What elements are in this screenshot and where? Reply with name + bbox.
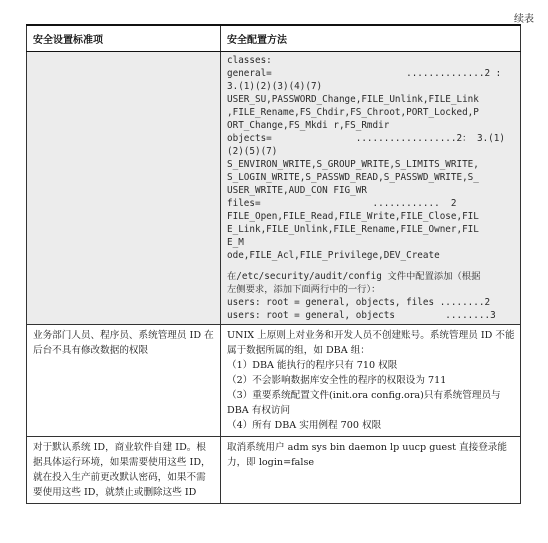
table-row	[27, 52, 521, 325]
header-standard-item: 安全设置标准项	[27, 25, 221, 52]
code-line: FILE_Open,FILE_Read,FILE_Write,FILE_Close,FIL	[227, 211, 479, 222]
row3-standard-cell: 对于默认系统 ID，商业软件自建 ID。根据具体运行环境，如果需要使用这些 ID，就在投入生产前更改默认密码，如果不需要使用这些 ID，就禁止或删除这些 ID	[27, 437, 221, 504]
code-line: E_M	[227, 237, 244, 248]
continued-label: 续表	[514, 14, 534, 25]
row1-standard-cell	[27, 52, 221, 325]
code-line: users: root = general, objects, files ........2	[227, 297, 491, 308]
code-line: E_Link,FILE_Unlink,FILE_Rename,FILE_Owner,FIL	[227, 224, 479, 235]
code-line: USER_WRITE,AUD_CON FIG_WR	[227, 185, 367, 196]
code-line: classes:	[227, 55, 272, 66]
code-line: general= ..............2 :	[227, 68, 502, 79]
code-line: ORT_Change,FS_Mkdi r,FS_Rmdir	[227, 120, 390, 131]
code-line: S_LOGIN_WRITE,S_PASSWD_READ,S_PASSWD_WRITE,S_	[227, 172, 479, 183]
table-row	[27, 325, 521, 437]
code-line: objects= ..................2： 3.(1)(2)(5)(7)	[227, 133, 505, 157]
security-config-table	[26, 24, 521, 504]
table-header-row	[27, 25, 521, 52]
code-line: USER_SU,PASSWORD_Change,FILE_Unlink,FILE_Link	[227, 94, 479, 105]
code-line: files= ............ 2	[227, 198, 457, 209]
header-config-method: 安全配置方法	[221, 25, 521, 52]
code-line: S_ENVIRON_WRITE,S_GROUP_WRITE,S_LIMITS_WRITE,	[227, 159, 479, 170]
code-line: 左侧要求，添加下面两行中的一行）：	[227, 284, 381, 295]
code-line: users: root = general, objects ........3	[227, 310, 496, 321]
audit-config-code	[227, 270, 515, 322]
row3-method-cell: 取消系统用户 adm sys bin daemon lp uucp guest 直接登录能力，即 login=false	[221, 437, 521, 504]
row2-line: （3）重要系统配置文件(init.ora config.ora)只有系统管理员与 DBA 有权访问	[227, 390, 501, 416]
code-line: 3.(1)(2)(3)(4)(7)	[227, 81, 323, 92]
row2-line: （1）DBA 能执行的程序只有 710 权限	[227, 360, 398, 371]
row1-method-cell	[221, 52, 521, 325]
table-row	[27, 437, 521, 504]
code-line: ode,FILE_Acl,FILE_Privilege,DEV_Create	[227, 250, 440, 261]
code-line: 在/etc/security/audit/config 文件中配置添加（根据	[227, 271, 481, 282]
row2-method-cell	[221, 325, 521, 437]
row2-standard-cell: 业务部门人员、程序员、系统管理员 ID 在后台不具有修改数据的权限	[27, 325, 221, 437]
audit-classes-code	[227, 54, 515, 262]
row2-line: UNIX 上原则上对业务和开发人员不创建账号。系统管理员 ID 不能属于数据所属的组，如 DBA 组：	[227, 330, 515, 356]
row2-line: （4）所有 DBA 实用例程 700 权限	[227, 420, 382, 431]
row2-line: （2）不会影响数据库安全性的程序的权限设为 711	[227, 375, 447, 386]
code-line: ,FILE_Rename,FS_Chdir,FS_Chroot,PORT_Locked,P	[227, 107, 479, 118]
